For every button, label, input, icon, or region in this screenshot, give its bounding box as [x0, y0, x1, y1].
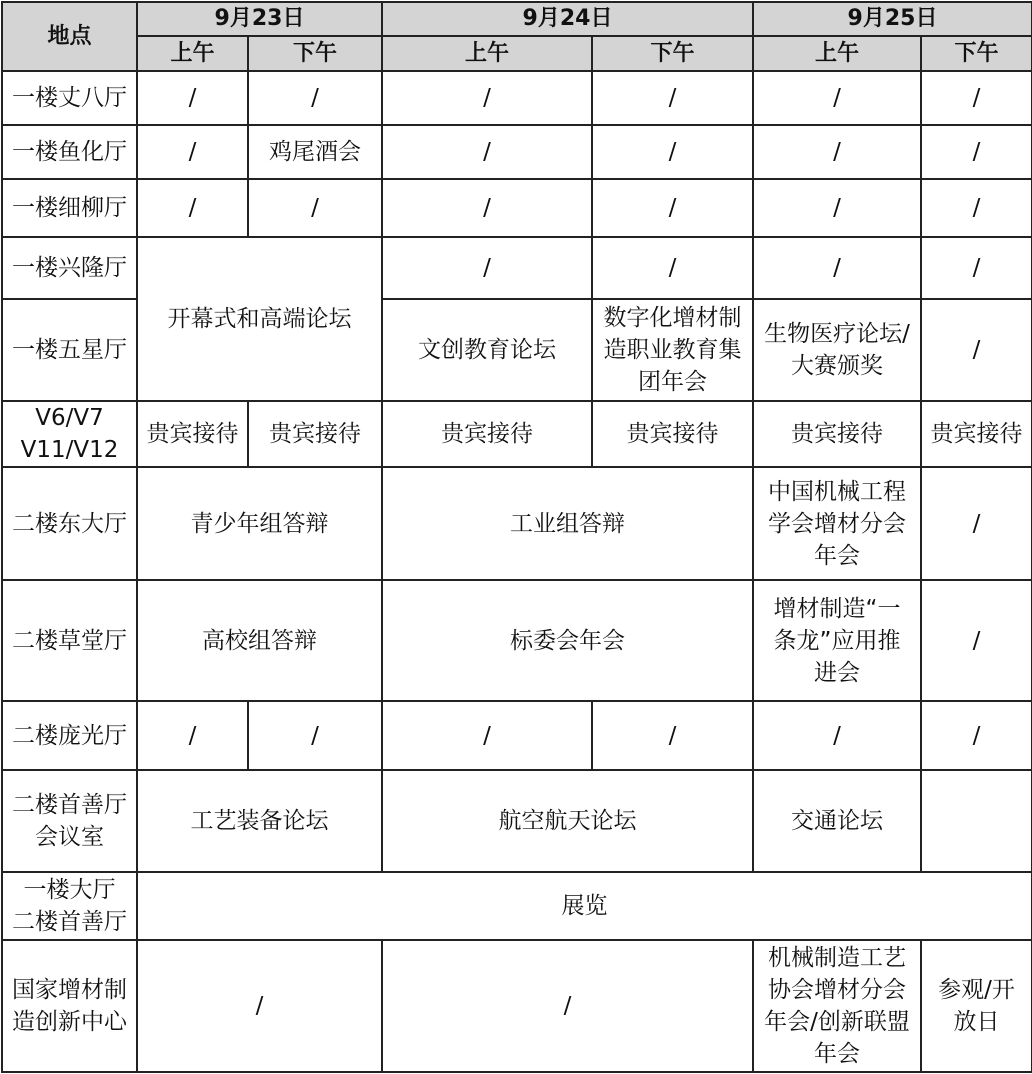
event-cell: /	[753, 125, 921, 179]
table-row	[2, 580, 1032, 701]
event-line: 数字化增材制	[603, 305, 742, 331]
venue-line: 一楼大厅	[23, 877, 116, 903]
event-cell: /	[921, 179, 1032, 237]
event-cell: /	[382, 940, 753, 1072]
event-line: 条龙”应用推	[773, 627, 901, 654]
event-line: 生物医疗论坛/	[764, 321, 910, 347]
event-line: 进会	[814, 659, 860, 686]
table-row	[2, 940, 1032, 1072]
event-line: 大赛颁奖	[791, 353, 883, 379]
event-cell: /	[753, 179, 921, 237]
event-cell	[753, 580, 921, 701]
event-line: 放日	[953, 1009, 1000, 1035]
event-cell: 贵宾接待	[921, 401, 1032, 467]
event-cell: 贵宾接待	[137, 401, 248, 467]
venue-cell	[2, 872, 137, 940]
venue-cell: 一楼鱼化厅	[2, 125, 137, 179]
am-header: 上午	[382, 36, 592, 71]
event-cell: 工业组答辩	[382, 467, 753, 580]
event-cell: /	[921, 467, 1032, 580]
event-cell: /	[248, 179, 382, 237]
event-cell: 贵宾接待	[248, 401, 382, 467]
event-cell	[753, 299, 921, 401]
event-cell: /	[248, 71, 382, 125]
table-row	[2, 401, 1032, 467]
event-cell: /	[137, 179, 248, 237]
event-cell: /	[753, 71, 921, 125]
venue-line: 二楼首善厅	[12, 909, 127, 935]
event-cell: /	[592, 71, 753, 125]
am-header: 上午	[753, 36, 921, 71]
venue-cell: 二楼东大厅	[2, 467, 137, 580]
event-cell: /	[753, 237, 921, 299]
event-line: 造职业教育集	[603, 337, 742, 363]
pm-header: 下午	[921, 36, 1032, 71]
event-cell: 开幕式和高端论坛	[137, 237, 382, 401]
event-cell	[921, 770, 1032, 872]
event-cell	[592, 299, 753, 401]
venue-line: 二楼首善厅	[12, 792, 127, 818]
table-row	[2, 872, 1032, 940]
event-cell	[753, 467, 921, 580]
event-cell: /	[921, 299, 1032, 401]
venue-column-header: 地点	[2, 2, 137, 71]
event-line: 年会/创新联盟	[764, 1009, 910, 1035]
venue-cell	[2, 401, 137, 467]
date-header-sep25: 9月25日	[753, 2, 1032, 36]
event-cell: /	[921, 701, 1032, 770]
event-line: 年会	[814, 542, 860, 569]
event-cell: /	[592, 701, 753, 770]
event-cell: 文创教育论坛	[382, 299, 592, 401]
pm-header: 下午	[592, 36, 753, 71]
event-cell: /	[137, 125, 248, 179]
event-cell	[753, 940, 921, 1072]
event-cell: 航空航天论坛	[382, 770, 753, 872]
event-cell: /	[921, 125, 1032, 179]
venue-cell	[2, 770, 137, 872]
table-row	[2, 701, 1032, 770]
event-cell: /	[753, 701, 921, 770]
event-cell: /	[137, 701, 248, 770]
date-header-sep23: 9月23日	[137, 2, 382, 36]
event-cell: /	[382, 125, 592, 179]
venue-line: 国家增材制	[12, 977, 127, 1003]
event-cell: /	[592, 237, 753, 299]
venue-line: 会议室	[35, 824, 104, 850]
event-line: 学会增材分会	[768, 510, 906, 537]
event-cell: /	[382, 701, 592, 770]
event-cell: /	[921, 71, 1032, 125]
event-cell: /	[382, 179, 592, 237]
venue-cell: 二楼草堂厅	[2, 580, 137, 701]
venue-cell	[2, 940, 137, 1072]
event-line: 增材制造“一	[773, 595, 901, 622]
event-cell: /	[137, 940, 382, 1072]
event-cell: /	[592, 179, 753, 237]
venue-cell: 一楼丈八厅	[2, 71, 137, 125]
event-cell: /	[137, 71, 248, 125]
event-cell: 贵宾接待	[753, 401, 921, 467]
event-line: 团年会	[638, 369, 707, 395]
event-cell: 工艺装备论坛	[137, 770, 382, 872]
table-row	[2, 71, 1032, 125]
venue-cell: 一楼五星厅	[2, 299, 137, 401]
event-line: 中国机械工程	[768, 478, 906, 505]
event-cell: /	[921, 237, 1032, 299]
table-row	[2, 125, 1032, 179]
event-cell: 标委会年会	[382, 580, 753, 701]
table-row	[2, 237, 1032, 299]
header-row-halfday	[2, 36, 1032, 71]
event-cell: 鸡尾酒会	[248, 125, 382, 179]
am-header: 上午	[137, 36, 248, 71]
pm-header: 下午	[248, 36, 382, 71]
event-line: 参观/开	[938, 977, 1015, 1003]
event-cell: /	[382, 237, 592, 299]
event-cell: /	[592, 125, 753, 179]
schedule-table	[1, 1, 1032, 1073]
event-cell: 高校组答辩	[137, 580, 382, 701]
event-cell: /	[921, 580, 1032, 701]
table-row	[2, 467, 1032, 580]
table-row	[2, 179, 1032, 237]
event-line: 年会	[814, 1041, 860, 1067]
venue-line: V6/V7	[35, 405, 104, 431]
event-cell: /	[382, 71, 592, 125]
table-row	[2, 770, 1032, 872]
header-row-dates	[2, 2, 1032, 36]
event-line: 机械制造工艺	[768, 945, 906, 971]
event-cell	[921, 940, 1032, 1072]
event-line: 协会增材分会	[768, 977, 906, 1003]
event-cell: 展览	[137, 872, 1032, 940]
venue-line: V11/V12	[20, 437, 119, 463]
event-cell: 贵宾接待	[382, 401, 592, 467]
event-cell: 贵宾接待	[592, 401, 753, 467]
venue-cell: 一楼细柳厅	[2, 179, 137, 237]
date-header-sep24: 9月24日	[382, 2, 753, 36]
event-cell: 青少年组答辩	[137, 467, 382, 580]
venue-cell: 一楼兴隆厅	[2, 237, 137, 299]
venue-line: 造创新中心	[12, 1009, 127, 1035]
venue-cell: 二楼庞光厅	[2, 701, 137, 770]
event-cell: 交通论坛	[753, 770, 921, 872]
event-cell: /	[248, 701, 382, 770]
